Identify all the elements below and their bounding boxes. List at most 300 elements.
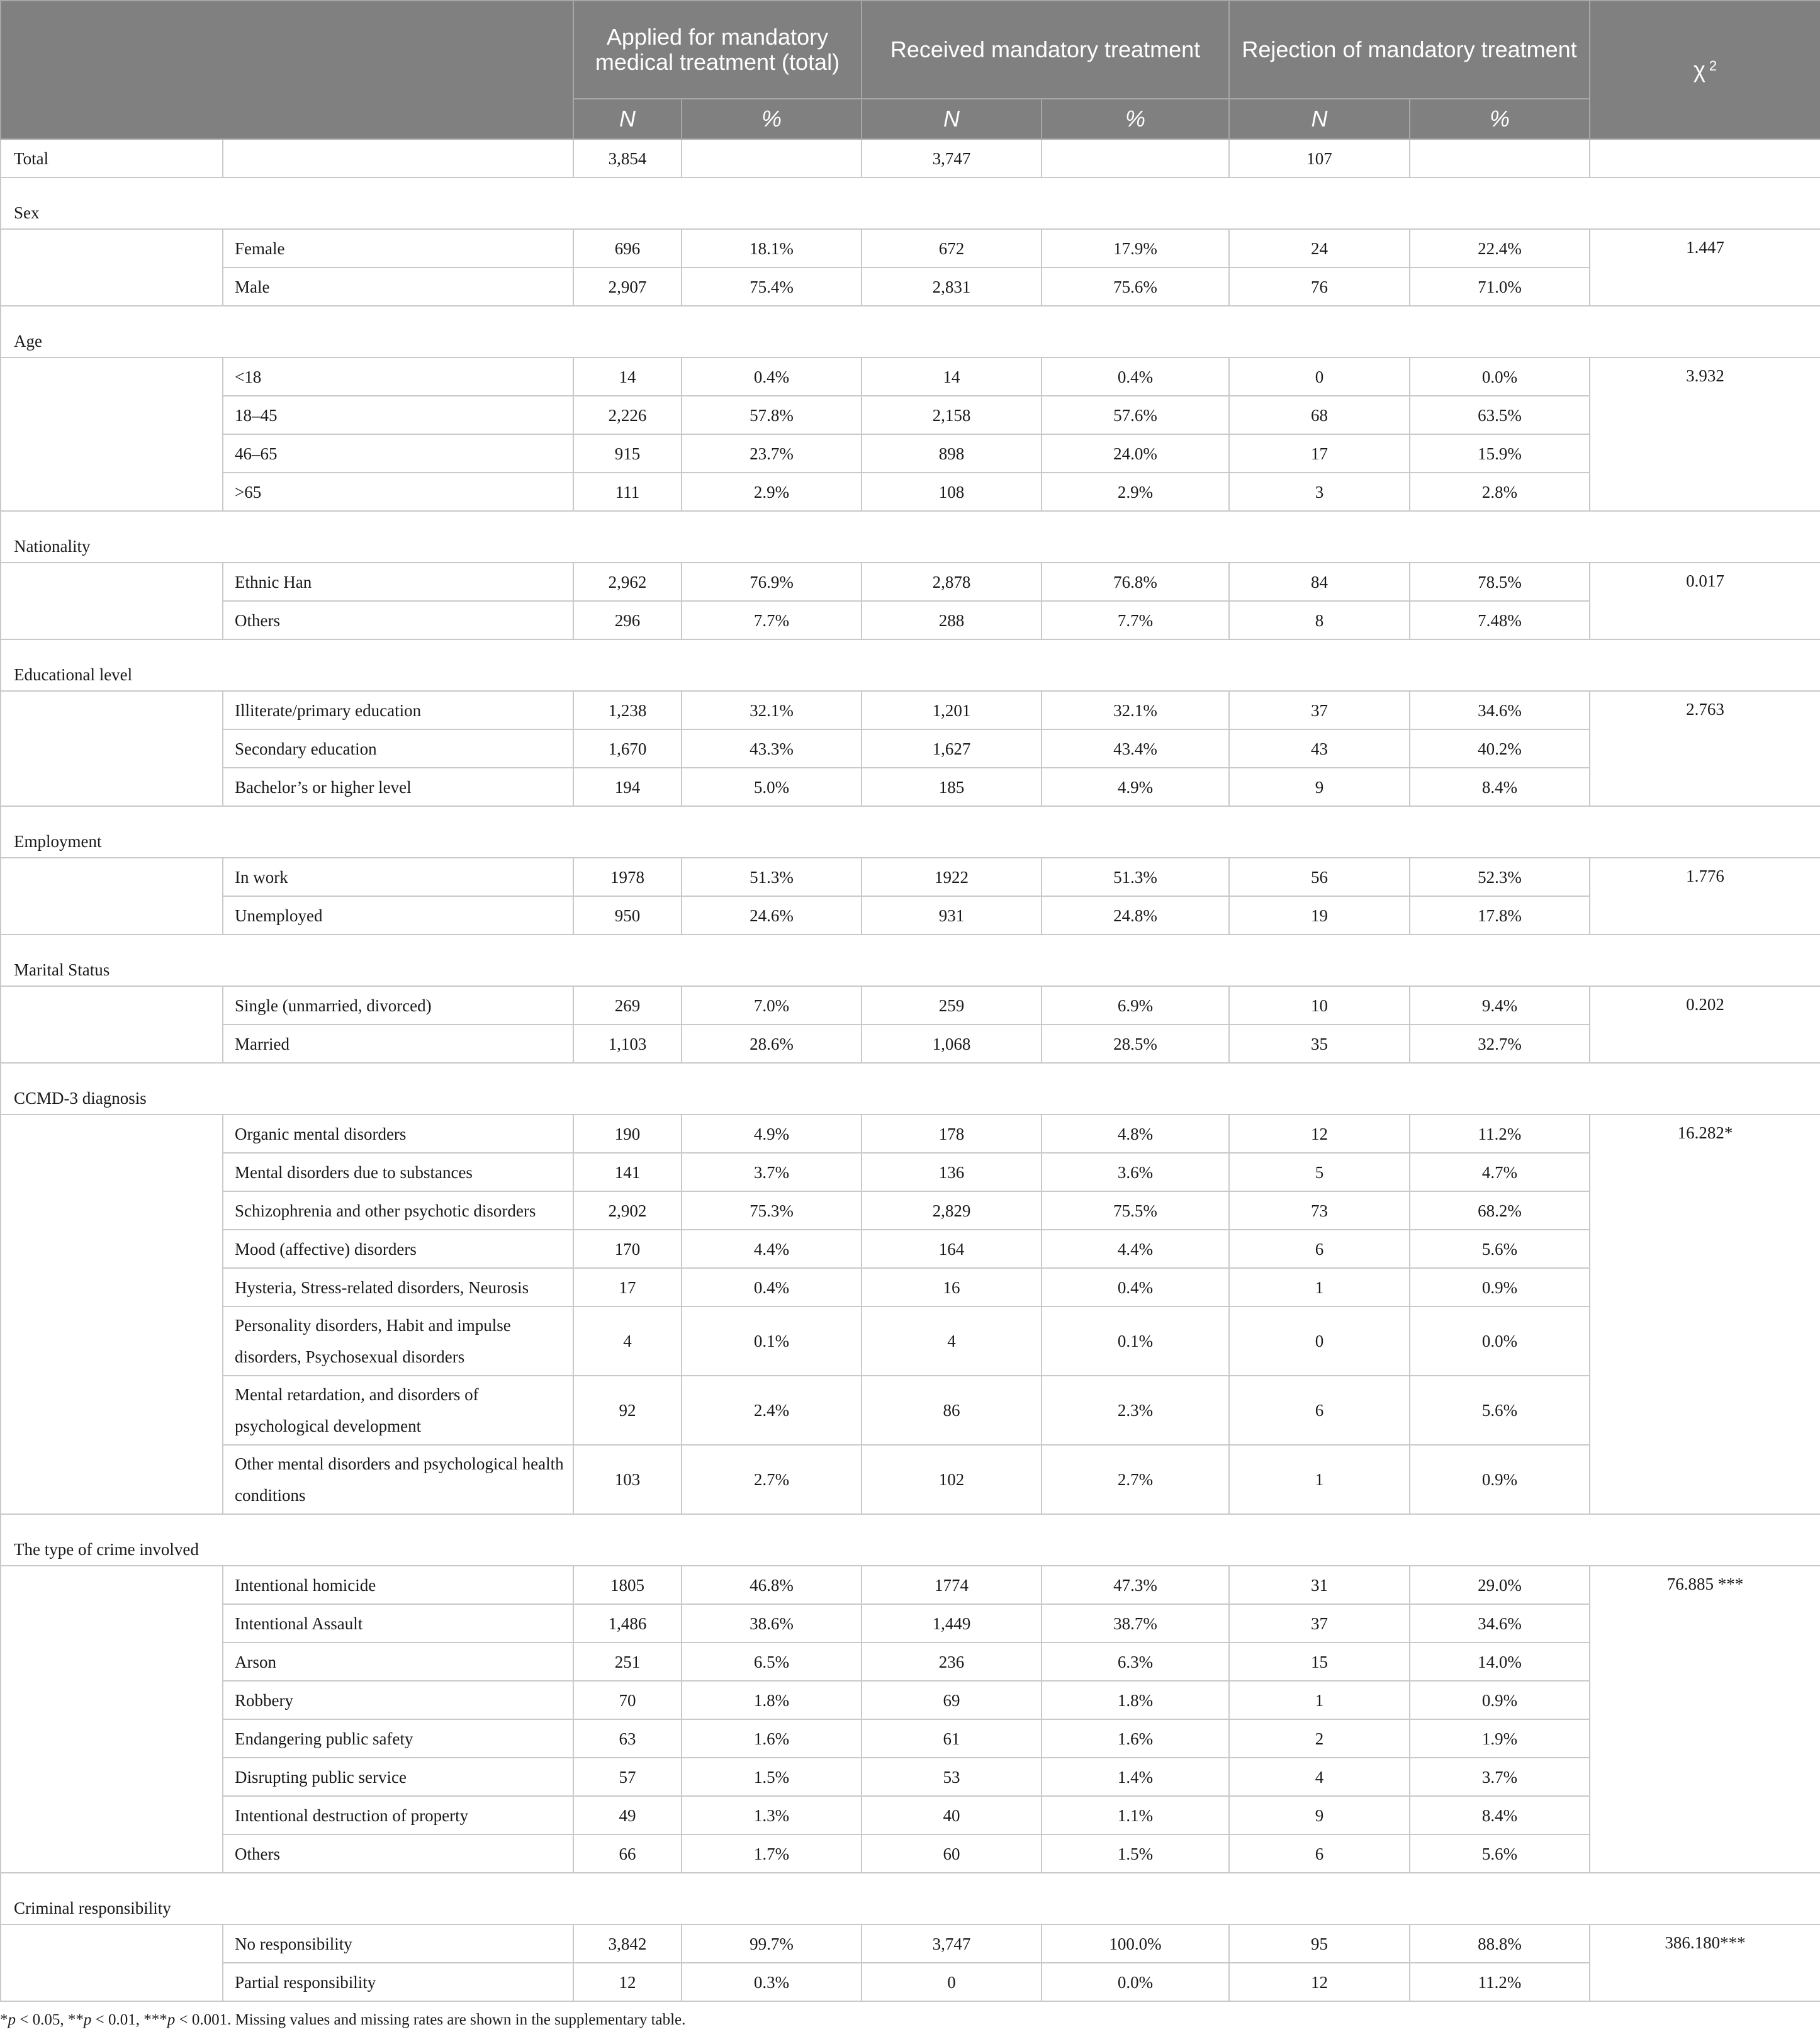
chi-square-value: 0.202 xyxy=(1590,986,1820,1063)
cell-applied-n: 696 xyxy=(573,229,682,267)
cell-rejection-pct: 3.7% xyxy=(1410,1758,1590,1796)
cell-rejection-pct: 32.7% xyxy=(1410,1025,1590,1063)
table-row xyxy=(1,691,1820,729)
category-label: Others xyxy=(223,601,573,639)
cell-received-n: 1922 xyxy=(862,858,1042,896)
cell-received-pct: 1.4% xyxy=(1042,1758,1229,1796)
cell-rejection-n: 37 xyxy=(1229,691,1410,729)
category-label: Bachelor’s or higher level xyxy=(223,768,573,806)
table-row xyxy=(1,1963,1820,2001)
cell-rejection-pct: 4.7% xyxy=(1410,1153,1590,1191)
cell-rejection-n: 9 xyxy=(1229,1796,1410,1834)
header-received: Received mandatory treatment xyxy=(862,1,1229,99)
cell-rejection-pct: 14.0% xyxy=(1410,1642,1590,1681)
cell-received-pct: 100.0% xyxy=(1042,1924,1229,1963)
cell-applied-n: 70 xyxy=(573,1681,682,1719)
table-row xyxy=(1,896,1820,935)
cell-received-pct: 0.1% xyxy=(1042,1306,1229,1376)
cell-received-n: 2,878 xyxy=(862,563,1042,601)
cell-rejection-n: 12 xyxy=(1229,1115,1410,1153)
cell-rejection-pct: 11.2% xyxy=(1410,1963,1590,2001)
category-label: Organic mental disorders xyxy=(223,1115,573,1153)
footnote-part: p xyxy=(83,2011,92,2028)
cell-rejection-pct: 0.9% xyxy=(1410,1681,1590,1719)
cell-received-pct: 1.1% xyxy=(1042,1796,1229,1834)
cell-rejection-pct: 8.4% xyxy=(1410,1796,1590,1834)
cell-received-n: 4 xyxy=(862,1306,1042,1376)
group-spacer-cell xyxy=(1,229,223,306)
footnote xyxy=(0,2011,1820,2029)
cell-received-pct: 1.5% xyxy=(1042,1834,1229,1873)
cell-received-pct: 4.8% xyxy=(1042,1115,1229,1153)
category-label: Male xyxy=(223,267,573,306)
cell-applied-n: 2,226 xyxy=(573,396,682,434)
cell-rejection-n: 6 xyxy=(1229,1376,1410,1445)
cell-applied-pct: 75.3% xyxy=(682,1191,862,1230)
subheader-rejection-pct: % xyxy=(1410,99,1590,139)
cell-rejection-pct: 9.4% xyxy=(1410,986,1590,1025)
category-label: 18–45 xyxy=(223,396,573,434)
cell-applied-pct: 99.7% xyxy=(682,1924,862,1963)
category-label: Hysteria, Stress-related disorders, Neurosis xyxy=(223,1268,573,1306)
cell-applied-n: 57 xyxy=(573,1758,682,1796)
table-row xyxy=(1,1025,1820,1063)
chi-square-value: 16.282* xyxy=(1590,1115,1820,1514)
group-label: CCMD-3 diagnosis xyxy=(1,1063,1820,1115)
group-header-row xyxy=(1,511,1820,563)
cell-applied-n: 194 xyxy=(573,768,682,806)
total-chi xyxy=(1590,139,1820,177)
total-row xyxy=(1,139,1820,177)
cell-applied-pct: 28.6% xyxy=(682,1025,862,1063)
chi-square-value: 0.017 xyxy=(1590,563,1820,639)
cell-rejection-pct: 52.3% xyxy=(1410,858,1590,896)
cell-received-n: 1,068 xyxy=(862,1025,1042,1063)
group-spacer-cell xyxy=(1,1115,223,1514)
cell-rejection-pct: 5.6% xyxy=(1410,1376,1590,1445)
table-row xyxy=(1,1566,1820,1604)
header-chi-square xyxy=(1590,1,1820,139)
subheader-received-n: N xyxy=(862,99,1042,139)
cell-received-pct: 2.3% xyxy=(1042,1376,1229,1445)
cell-rejection-pct: 29.0% xyxy=(1410,1566,1590,1604)
cell-rejection-n: 2 xyxy=(1229,1719,1410,1758)
chi-square-value: 1.776 xyxy=(1590,858,1820,935)
group-header-row xyxy=(1,1063,1820,1115)
category-label: 46–65 xyxy=(223,434,573,473)
cell-rejection-n: 6 xyxy=(1229,1834,1410,1873)
cell-received-pct: 6.3% xyxy=(1042,1642,1229,1681)
cell-applied-pct: 2.4% xyxy=(682,1376,862,1445)
total-label: Total xyxy=(1,139,223,177)
cell-applied-pct: 7.7% xyxy=(682,601,862,639)
subheader-applied-n: N xyxy=(573,99,682,139)
group-label: Employment xyxy=(1,806,1820,858)
category-label: Other mental disorders and psychological health conditions xyxy=(223,1445,573,1514)
cell-rejection-n: 95 xyxy=(1229,1924,1410,1963)
cell-rejection-n: 8 xyxy=(1229,601,1410,639)
category-label: Single (unmarried, divorced) xyxy=(223,986,573,1025)
table-row xyxy=(1,434,1820,473)
cell-rejection-n: 37 xyxy=(1229,1604,1410,1642)
cell-received-n: 53 xyxy=(862,1758,1042,1796)
cell-rejection-n: 5 xyxy=(1229,1153,1410,1191)
group-header-row xyxy=(1,935,1820,986)
cell-rejection-n: 0 xyxy=(1229,357,1410,396)
cell-received-n: 86 xyxy=(862,1376,1042,1445)
cell-received-pct: 6.9% xyxy=(1042,986,1229,1025)
table-row xyxy=(1,396,1820,434)
cell-rejection-n: 31 xyxy=(1229,1566,1410,1604)
group-label: The type of crime involved xyxy=(1,1514,1820,1566)
table-row xyxy=(1,473,1820,511)
cell-rejection-n: 17 xyxy=(1229,434,1410,473)
cell-applied-pct: 0.4% xyxy=(682,1268,862,1306)
cell-received-pct: 1.8% xyxy=(1042,1681,1229,1719)
cell-applied-pct: 51.3% xyxy=(682,858,862,896)
cell-applied-n: 103 xyxy=(573,1445,682,1514)
total-rejected-n: 107 xyxy=(1229,139,1410,177)
category-label: Female xyxy=(223,229,573,267)
cell-received-pct: 75.6% xyxy=(1042,267,1229,306)
cell-rejection-n: 3 xyxy=(1229,473,1410,511)
cell-rejection-pct: 2.8% xyxy=(1410,473,1590,511)
cell-received-pct: 2.7% xyxy=(1042,1445,1229,1514)
footnote-part: * xyxy=(0,2011,8,2028)
cell-received-pct: 0.0% xyxy=(1042,1963,1229,2001)
category-label: Mental retardation, and disorders of psychological development xyxy=(223,1376,573,1445)
table-row xyxy=(1,1796,1820,1834)
cell-received-pct: 28.5% xyxy=(1042,1025,1229,1063)
cell-received-pct: 32.1% xyxy=(1042,691,1229,729)
cell-applied-n: 12 xyxy=(573,1963,682,2001)
cell-applied-n: 1805 xyxy=(573,1566,682,1604)
total-received-n: 3,747 xyxy=(862,139,1042,177)
cell-received-n: 259 xyxy=(862,986,1042,1025)
cell-received-n: 60 xyxy=(862,1834,1042,1873)
cell-applied-n: 251 xyxy=(573,1642,682,1681)
cell-rejection-n: 19 xyxy=(1229,896,1410,935)
cell-received-pct: 0.4% xyxy=(1042,357,1229,396)
cell-rejection-n: 6 xyxy=(1229,1230,1410,1268)
cell-applied-pct: 32.1% xyxy=(682,691,862,729)
category-label: <18 xyxy=(223,357,573,396)
cell-rejection-pct: 22.4% xyxy=(1410,229,1590,267)
table-row xyxy=(1,1376,1820,1445)
table-row xyxy=(1,1719,1820,1758)
subheader-received-pct: % xyxy=(1042,99,1229,139)
cell-received-n: 1,627 xyxy=(862,729,1042,768)
cell-received-n: 102 xyxy=(862,1445,1042,1514)
cell-received-n: 288 xyxy=(862,601,1042,639)
total-blank xyxy=(223,139,573,177)
cell-received-n: 931 xyxy=(862,896,1042,935)
cell-received-n: 1,201 xyxy=(862,691,1042,729)
cell-received-n: 0 xyxy=(862,1963,1042,2001)
group-spacer-cell xyxy=(1,986,223,1063)
cell-applied-n: 950 xyxy=(573,896,682,935)
total-applied-pct xyxy=(682,139,862,177)
cell-rejection-pct: 68.2% xyxy=(1410,1191,1590,1230)
group-header-row xyxy=(1,806,1820,858)
cell-rejection-pct: 0.9% xyxy=(1410,1445,1590,1514)
group-spacer-cell xyxy=(1,1924,223,2001)
category-label: No responsibility xyxy=(223,1924,573,1963)
cell-rejection-pct: 5.6% xyxy=(1410,1834,1590,1873)
cell-applied-pct: 3.7% xyxy=(682,1153,862,1191)
cell-rejection-n: 12 xyxy=(1229,1963,1410,2001)
cell-received-n: 178 xyxy=(862,1115,1042,1153)
cell-applied-pct: 5.0% xyxy=(682,768,862,806)
cell-applied-n: 296 xyxy=(573,601,682,639)
chi-square-value: 2.763 xyxy=(1590,691,1820,806)
chi-square-value: 76.885 *** xyxy=(1590,1566,1820,1873)
cell-received-pct: 75.5% xyxy=(1042,1191,1229,1230)
cell-applied-pct: 4.9% xyxy=(682,1115,862,1153)
group-header-row xyxy=(1,1514,1820,1566)
category-label: Married xyxy=(223,1025,573,1063)
cell-rejection-pct: 15.9% xyxy=(1410,434,1590,473)
cell-rejection-n: 1 xyxy=(1229,1445,1410,1514)
cell-applied-n: 141 xyxy=(573,1153,682,1191)
footnote-part: < 0.05, ** xyxy=(16,2011,84,2028)
cell-received-n: 672 xyxy=(862,229,1042,267)
cell-rejection-n: 1 xyxy=(1229,1681,1410,1719)
category-label: Robbery xyxy=(223,1681,573,1719)
table-row xyxy=(1,1268,1820,1306)
table-row xyxy=(1,1230,1820,1268)
group-label: Sex xyxy=(1,177,1820,229)
cell-received-pct: 3.6% xyxy=(1042,1153,1229,1191)
cell-rejection-pct: 34.6% xyxy=(1410,1604,1590,1642)
category-label: Ethnic Han xyxy=(223,563,573,601)
category-label: Schizophrenia and other psychotic disorders xyxy=(223,1191,573,1230)
cell-applied-pct: 2.9% xyxy=(682,473,862,511)
cell-rejection-n: 35 xyxy=(1229,1025,1410,1063)
footnote-part: p xyxy=(167,2011,176,2028)
cell-applied-n: 915 xyxy=(573,434,682,473)
total-applied-n: 3,854 xyxy=(573,139,682,177)
cell-rejection-pct: 7.48% xyxy=(1410,601,1590,639)
cell-received-pct: 57.6% xyxy=(1042,396,1229,434)
group-header-row xyxy=(1,639,1820,691)
chi-superscript: 2 xyxy=(1709,58,1717,74)
group-spacer-cell xyxy=(1,858,223,935)
chi-square-value: 1.447 xyxy=(1590,229,1820,306)
cell-applied-n: 1978 xyxy=(573,858,682,896)
category-label: In work xyxy=(223,858,573,896)
table-row xyxy=(1,1834,1820,1873)
cell-applied-pct: 1.3% xyxy=(682,1796,862,1834)
cell-rejection-n: 15 xyxy=(1229,1642,1410,1681)
cell-received-n: 164 xyxy=(862,1230,1042,1268)
cell-received-n: 236 xyxy=(862,1642,1042,1681)
cell-received-pct: 2.9% xyxy=(1042,473,1229,511)
table-row xyxy=(1,729,1820,768)
cell-received-pct: 47.3% xyxy=(1042,1566,1229,1604)
cell-received-n: 185 xyxy=(862,768,1042,806)
cell-applied-n: 2,902 xyxy=(573,1191,682,1230)
group-label: Marital Status xyxy=(1,935,1820,986)
table-row xyxy=(1,1642,1820,1681)
cell-rejection-pct: 71.0% xyxy=(1410,267,1590,306)
cell-rejection-pct: 78.5% xyxy=(1410,563,1590,601)
cell-applied-n: 2,907 xyxy=(573,267,682,306)
cell-rejection-n: 84 xyxy=(1229,563,1410,601)
cell-rejection-n: 73 xyxy=(1229,1191,1410,1230)
total-received-pct xyxy=(1042,139,1229,177)
cell-applied-pct: 38.6% xyxy=(682,1604,862,1642)
cell-applied-pct: 1.8% xyxy=(682,1681,862,1719)
footnote-part: < 0.01, *** xyxy=(91,2011,167,2028)
table-row xyxy=(1,858,1820,896)
cell-received-n: 2,158 xyxy=(862,396,1042,434)
cell-rejection-pct: 40.2% xyxy=(1410,729,1590,768)
cell-applied-pct: 1.7% xyxy=(682,1834,862,1873)
category-label: >65 xyxy=(223,473,573,511)
cell-applied-pct: 1.6% xyxy=(682,1719,862,1758)
category-label: Mental disorders due to substances xyxy=(223,1153,573,1191)
cell-rejection-n: 10 xyxy=(1229,986,1410,1025)
cell-rejection-n: 43 xyxy=(1229,729,1410,768)
cell-received-n: 14 xyxy=(862,357,1042,396)
cell-applied-pct: 0.3% xyxy=(682,1963,862,2001)
cell-applied-n: 1,670 xyxy=(573,729,682,768)
cell-rejection-pct: 1.9% xyxy=(1410,1719,1590,1758)
cell-applied-pct: 0.1% xyxy=(682,1306,862,1376)
table-row xyxy=(1,1306,1820,1376)
table-row xyxy=(1,1681,1820,1719)
cell-rejection-n: 24 xyxy=(1229,229,1410,267)
table-row xyxy=(1,1115,1820,1153)
category-label: Intentional destruction of property xyxy=(223,1796,573,1834)
cell-applied-n: 1,486 xyxy=(573,1604,682,1642)
total-rejected-pct xyxy=(1410,139,1590,177)
cell-applied-n: 17 xyxy=(573,1268,682,1306)
category-label: Endangering public safety xyxy=(223,1719,573,1758)
cell-received-n: 16 xyxy=(862,1268,1042,1306)
cell-applied-pct: 7.0% xyxy=(682,986,862,1025)
cell-applied-pct: 6.5% xyxy=(682,1642,862,1681)
cell-applied-pct: 75.4% xyxy=(682,267,862,306)
cell-applied-pct: 76.9% xyxy=(682,563,862,601)
table-header xyxy=(1,1,1820,139)
cell-rejection-n: 56 xyxy=(1229,858,1410,896)
cell-received-pct: 4.9% xyxy=(1042,768,1229,806)
cell-applied-n: 3,842 xyxy=(573,1924,682,1963)
cell-received-pct: 51.3% xyxy=(1042,858,1229,896)
cell-applied-pct: 23.7% xyxy=(682,434,862,473)
table-row xyxy=(1,768,1820,806)
subheader-applied-pct: % xyxy=(682,99,862,139)
cell-rejection-pct: 11.2% xyxy=(1410,1115,1590,1153)
cell-received-n: 2,831 xyxy=(862,267,1042,306)
cell-rejection-pct: 34.6% xyxy=(1410,691,1590,729)
subheader-rejection-n: N xyxy=(1229,99,1410,139)
header-applied: Applied for mandatory medical treatment (total) xyxy=(573,1,862,99)
cell-applied-pct: 57.8% xyxy=(682,396,862,434)
table-row xyxy=(1,357,1820,396)
group-spacer-cell xyxy=(1,1566,223,1873)
cell-received-pct: 7.7% xyxy=(1042,601,1229,639)
cell-applied-n: 2,962 xyxy=(573,563,682,601)
category-label: Others xyxy=(223,1834,573,1873)
category-label: Unemployed xyxy=(223,896,573,935)
chi-square-value: 3.932 xyxy=(1590,357,1820,511)
cell-rejection-pct: 0.0% xyxy=(1410,357,1590,396)
group-spacer-cell xyxy=(1,691,223,806)
group-header-row xyxy=(1,1873,1820,1924)
cell-applied-n: 269 xyxy=(573,986,682,1025)
cell-received-pct: 1.6% xyxy=(1042,1719,1229,1758)
cell-applied-n: 14 xyxy=(573,357,682,396)
cell-rejection-n: 76 xyxy=(1229,267,1410,306)
cell-received-n: 61 xyxy=(862,1719,1042,1758)
cell-applied-pct: 24.6% xyxy=(682,896,862,935)
category-label: Mood (affective) disorders xyxy=(223,1230,573,1268)
cell-received-n: 108 xyxy=(862,473,1042,511)
table-row xyxy=(1,986,1820,1025)
cell-applied-n: 66 xyxy=(573,1834,682,1873)
header-rejection: Rejection of mandatory treatment xyxy=(1229,1,1590,99)
category-label: Secondary education xyxy=(223,729,573,768)
group-label: Nationality xyxy=(1,511,1820,563)
cell-rejection-n: 0 xyxy=(1229,1306,1410,1376)
cell-applied-n: 111 xyxy=(573,473,682,511)
cell-rejection-pct: 17.8% xyxy=(1410,896,1590,935)
table-body xyxy=(1,139,1820,2001)
cell-applied-n: 4 xyxy=(573,1306,682,1376)
cell-rejection-pct: 0.9% xyxy=(1410,1268,1590,1306)
category-label: Intentional homicide xyxy=(223,1566,573,1604)
category-label: Intentional Assault xyxy=(223,1604,573,1642)
cell-applied-n: 170 xyxy=(573,1230,682,1268)
cell-applied-n: 190 xyxy=(573,1115,682,1153)
table-row xyxy=(1,1191,1820,1230)
category-label: Illiterate/primary education xyxy=(223,691,573,729)
cell-received-n: 2,829 xyxy=(862,1191,1042,1230)
footnote-part: < 0.001. Missing values and missing rates are shown in the supplementary table. xyxy=(175,2011,686,2028)
group-spacer-cell xyxy=(1,563,223,639)
cell-received-n: 136 xyxy=(862,1153,1042,1191)
header-blank xyxy=(1,1,573,139)
cell-applied-n: 1,103 xyxy=(573,1025,682,1063)
cell-received-n: 69 xyxy=(862,1681,1042,1719)
cell-received-pct: 17.9% xyxy=(1042,229,1229,267)
cell-applied-n: 49 xyxy=(573,1796,682,1834)
cell-rejection-n: 4 xyxy=(1229,1758,1410,1796)
cell-rejection-n: 9 xyxy=(1229,768,1410,806)
category-label: Partial responsibility xyxy=(223,1963,573,2001)
cell-rejection-n: 1 xyxy=(1229,1268,1410,1306)
cell-rejection-pct: 88.8% xyxy=(1410,1924,1590,1963)
cell-received-pct: 4.4% xyxy=(1042,1230,1229,1268)
group-header-row xyxy=(1,177,1820,229)
category-label: Personality disorders, Habit and impulse disorders, Psychosexual disorders xyxy=(223,1306,573,1376)
cell-received-pct: 76.8% xyxy=(1042,563,1229,601)
chi-square-value: 386.180*** xyxy=(1590,1924,1820,2001)
cell-applied-n: 63 xyxy=(573,1719,682,1758)
footnote-part: p xyxy=(8,2011,16,2028)
table-row xyxy=(1,1758,1820,1796)
cell-rejection-pct: 5.6% xyxy=(1410,1230,1590,1268)
table-row xyxy=(1,1924,1820,1963)
table-row xyxy=(1,1604,1820,1642)
cell-received-n: 3,747 xyxy=(862,1924,1042,1963)
group-label: Criminal responsibility xyxy=(1,1873,1820,1924)
cell-applied-pct: 46.8% xyxy=(682,1566,862,1604)
cell-applied-pct: 2.7% xyxy=(682,1445,862,1514)
